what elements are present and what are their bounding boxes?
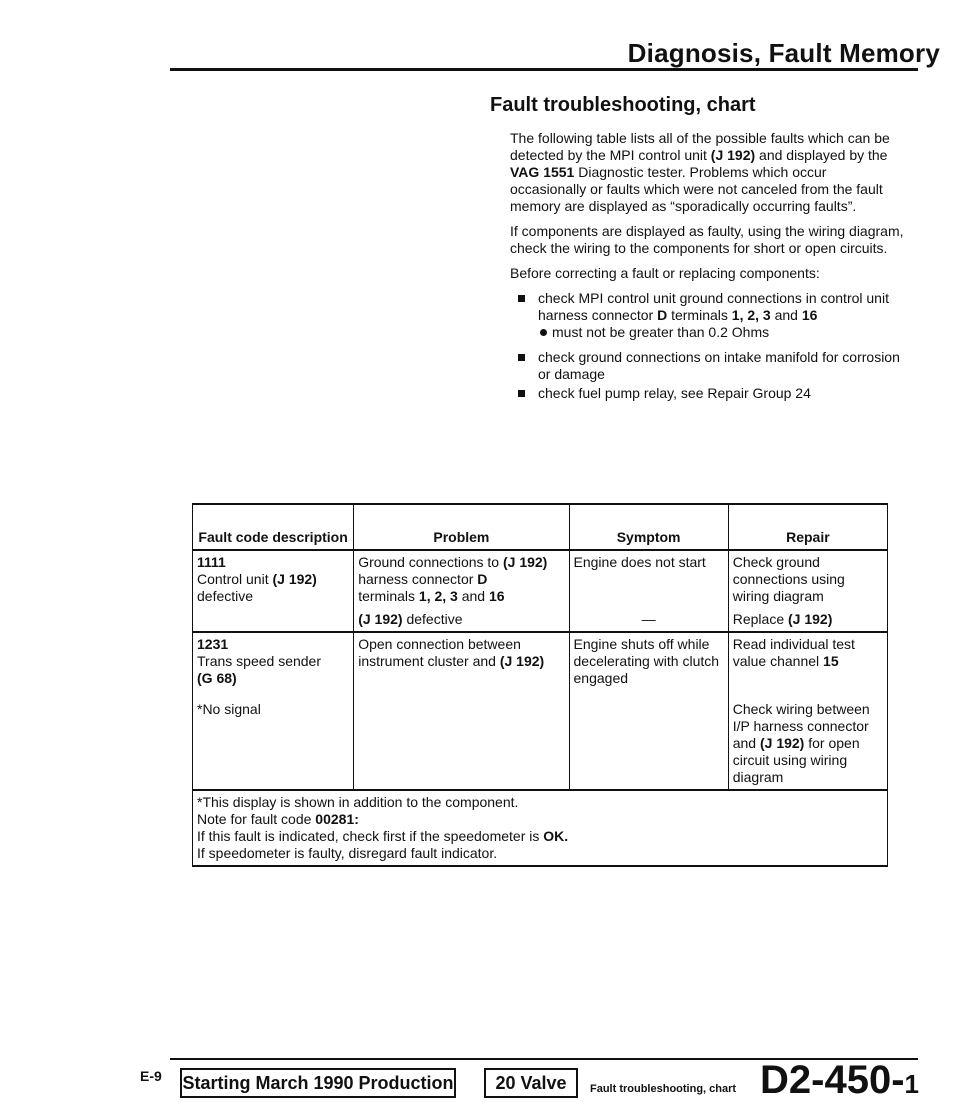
problem-text: defective <box>406 611 463 627</box>
symptom-cell: — <box>569 608 728 632</box>
fault-table <box>192 503 888 867</box>
repair-ref: (J 192) <box>759 735 805 751</box>
page-number-main: D2-450- <box>760 1058 905 1102</box>
fault-code-cell <box>193 550 354 608</box>
page-number-suffix: 1 <box>904 1069 919 1099</box>
fault-code-cell <box>193 690 354 790</box>
fault-code: 1231 <box>197 636 229 652</box>
repair-cell <box>728 632 887 690</box>
intro-p1-text: The following table lists all of the possible faults which can be detected by the MPI control unit <box>510 130 890 163</box>
problem-cell <box>354 608 569 632</box>
symptom-cell: Engine shuts off while decelerating with clutch engaged <box>569 632 728 690</box>
intro-p1-text: and displayed by the <box>759 147 888 163</box>
checklist-terminals: 1, 2, 3 <box>731 307 771 323</box>
square-bullet-icon <box>518 295 525 302</box>
problem-text: and <box>461 588 486 604</box>
checklist-subitem-text: must not be greater than 0.2 Ohms <box>552 324 770 340</box>
footnote-line: If this fault is indicated, check first if the speedometer is <box>197 828 540 844</box>
square-bullet-icon <box>518 390 525 397</box>
repair-text: Read individual test value channel <box>732 636 855 669</box>
intro-p1-jref: (J 192) <box>710 147 756 163</box>
problem-text: harness connector <box>358 571 474 587</box>
checklist-item <box>510 349 905 383</box>
problem-ref: 16 <box>488 588 505 604</box>
problem-ref: (J 192) <box>358 611 403 627</box>
intro-paragraph-2: If components are displayed as faulty, using the wiring diagram, check the wiring to the components for short or open circuits. <box>510 223 904 256</box>
fault-code-cell <box>193 632 354 690</box>
repair-text: Replace <box>732 611 785 627</box>
checklist-subitem <box>538 324 905 341</box>
spacer <box>733 693 883 701</box>
valve-label: 20 Valve <box>484 1068 578 1098</box>
round-bullet-icon <box>540 329 547 336</box>
page-number <box>760 1058 919 1103</box>
checklist-text: check fuel pump relay, see Repair Group 24 <box>538 385 811 401</box>
footnote-line: *This display is shown in addition to the component. <box>197 794 519 810</box>
header-repair: Repair <box>728 504 887 550</box>
production-label: Starting March 1990 Production <box>180 1068 456 1098</box>
page-header-title: Diagnosis, Fault Memory <box>627 38 940 68</box>
problem-ref: D <box>477 571 488 587</box>
fault-desc-ref: (J 192) <box>272 571 317 587</box>
symptom-cell <box>569 690 728 790</box>
problem-text: Open connection between instrument cluster and <box>358 636 521 669</box>
problem-ref: 1, 2, 3 <box>418 588 458 604</box>
repair-cell <box>728 690 887 790</box>
header-fault-code: Fault code description <box>193 504 354 550</box>
footnote-fault-code: 00281: <box>315 811 359 827</box>
checklist-text: check MPI control unit ground connections in control unit harness connector <box>538 290 889 323</box>
checklist-text: and <box>774 307 798 323</box>
fault-desc: *No signal <box>197 701 261 717</box>
footer-caption: Fault troubleshooting, chart <box>590 1083 737 1095</box>
intro-p1-text: Diagnostic tester. Problems which occur occasionally or faults which were not canceled from the fault memory are displayed as “sporadically occurring faults”. <box>510 164 883 214</box>
table-header-row <box>193 504 888 550</box>
table-row <box>193 690 888 790</box>
fault-desc: Control unit <box>197 571 269 587</box>
repair-cell <box>728 608 887 632</box>
checklist-item <box>510 385 905 402</box>
header-rule <box>170 68 918 71</box>
checklist-item <box>510 290 905 341</box>
repair-ref: (J 192) <box>788 611 833 627</box>
problem-cell <box>354 632 569 690</box>
fault-code: 1111 <box>197 554 226 570</box>
problem-text: Ground connections to <box>358 554 500 570</box>
problem-cell <box>354 550 569 608</box>
repair-ref: 15 <box>823 653 839 669</box>
table-footnote-row <box>193 790 888 866</box>
intro-text <box>510 130 905 410</box>
footnote-line: If speedometer is faulty, disregard fault indicator. <box>197 845 498 861</box>
square-bullet-icon <box>518 354 525 361</box>
problem-cell <box>354 690 569 790</box>
fault-desc: Trans speed sender <box>197 653 321 669</box>
table-row <box>193 550 888 608</box>
checklist-text: check ground connections on intake manifold for corrosion or damage <box>538 349 900 382</box>
section-title: Fault troubleshooting, chart <box>490 94 756 116</box>
problem-text: terminals <box>358 588 416 604</box>
intro-paragraph-3: Before correcting a fault or replacing components: <box>510 265 820 281</box>
footnote-ok: OK. <box>543 828 569 844</box>
fault-desc: defective <box>197 588 254 604</box>
checklist <box>510 290 905 402</box>
checklist-connector: D <box>657 307 668 323</box>
table-row <box>193 632 888 690</box>
checklist-terminal: 16 <box>801 307 818 323</box>
repair-text: for open circuit using wiring diagram <box>732 735 860 785</box>
intro-paragraph-1 <box>510 130 905 215</box>
fault-desc-ref: (G 68) <box>197 670 237 686</box>
problem-ref: (J 192) <box>499 653 545 669</box>
spacer <box>197 693 349 701</box>
checklist-text: terminals <box>671 307 728 323</box>
symptom-cell: Engine does not start <box>569 550 728 608</box>
intro-p1-tester: VAG 1551 <box>510 164 575 180</box>
footnote-cell <box>193 790 888 866</box>
footnote-line: Note for fault code <box>197 811 312 827</box>
repair-cell: Check ground connections using wiring diagram <box>728 550 887 608</box>
page-side-label: E-9 <box>140 1068 162 1084</box>
table-row <box>193 608 888 632</box>
header-symptom: Symptom <box>569 504 728 550</box>
repair-text: Check wiring between I/P harness connector and <box>732 701 870 751</box>
header-problem: Problem <box>354 504 569 550</box>
problem-ref: (J 192) <box>502 554 548 570</box>
fault-code-cell <box>193 608 354 632</box>
